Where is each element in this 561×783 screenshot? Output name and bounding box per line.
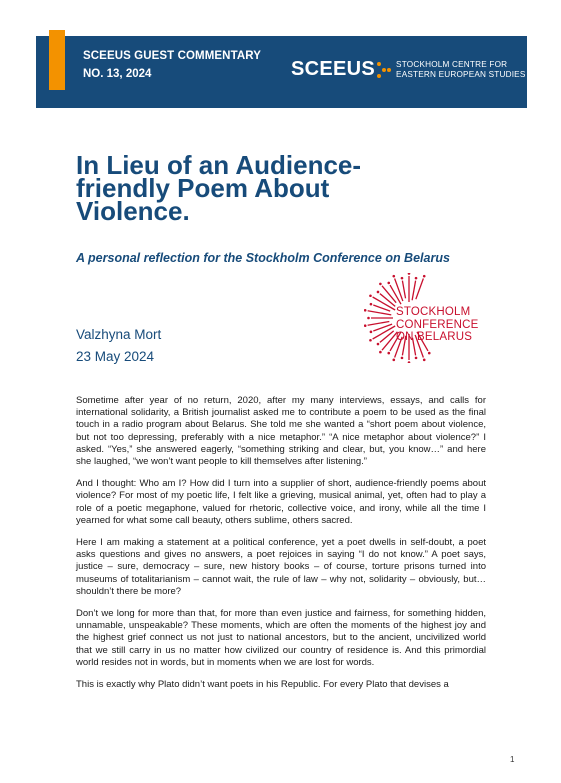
- article-body: [76, 395, 486, 701]
- conference-line-2: CONFERENCE: [396, 318, 479, 331]
- paragraph: This is exactly why Plato didn’t want poets in his Republic. For every Plato that devises a: [76, 679, 449, 691]
- sceeus-logo-word: SCEEUS: [291, 58, 376, 80]
- sceeus-logo-text: [396, 60, 525, 79]
- article-subtitle: A personal reflection for the Stockholm Conference on Belarus: [76, 251, 450, 265]
- conference-line-3: ON BELARUS: [396, 331, 473, 343]
- conference-line-1: STOCKHOLM: [396, 306, 471, 318]
- sceeus-logo: [291, 58, 526, 81]
- logo-line-2: EASTERN EUROPEAN STUDIES: [396, 69, 526, 79]
- page-number: 1: [510, 755, 515, 764]
- header-banner: [36, 36, 527, 108]
- paragraph: And I thought: Who am I? How did I turn into a supplier of short, audience-friendly poems about violence? For most of my poetic life, I felt like a grieving, musical animal, yet, often had to play a role of a poetic megaphone, valued for rhetoric, collective voice, and irony, while all the time I yearned for what some call beauty, others sublime, others sacred.: [76, 478, 486, 526]
- paragraph: Sometime after year of no return, 2020, after my many interviews, essays, and calls for international solidarity, a British journalist asked me to contribute a poem to be used as the final touch in a radio program about Belarus. She told me she wanted a “short poem about violence, but not too depressing, preferably with a nice metaphor.” “A nice metaphor about violence?” I asked. “Yes,” she answered eagerly, “something striking and clear, but, you know…” and here she laughed, “we won’t want people to kill themselves after listening.”: [76, 395, 486, 468]
- conference-logo-text: [396, 306, 479, 344]
- issue-number: NO. 13, 2024: [83, 68, 152, 80]
- series-label: SCEEUS GUEST COMMENTARY: [83, 50, 262, 62]
- article-title: In Lieu of an Audience-friendly Poem About Violence.: [76, 150, 362, 226]
- publication-date: 23 May 2024: [76, 349, 155, 364]
- author-name: Valzhyna Mort: [76, 327, 162, 342]
- logo-dots-icon: [377, 62, 391, 78]
- paragraph: Here I am making a statement at a political conference, yet a poet dwells in self-doubt, a poet asks questions and gives no answers, a poet rejoices in saying “I do not know.” A poet says, justice – sure, democracy – sure, new history books – of course, torture prisons turned into museums of totalitarianism – cannot wait, the rule of law – why not, solidarity – obviously, but… shouldn’t there be more?: [76, 537, 486, 597]
- logo-line-1: STOCKHOLM CENTRE FOR: [396, 60, 508, 69]
- accent-bar: [49, 30, 65, 90]
- conference-logo: [364, 273, 504, 363]
- paragraph: Don’t we long for more than that, for more than even justice and fairness, for something hidden, unnamable, unspeakable? These moments, which are often the moments of the highest joy and the highest grief connect us not just to national ancestors, but to the ancient, uncivilized world that we still carry in us no matter how civilized our country of residence is. And this primordial world resides not in words, but in moments when we are lost for words.: [76, 608, 486, 668]
